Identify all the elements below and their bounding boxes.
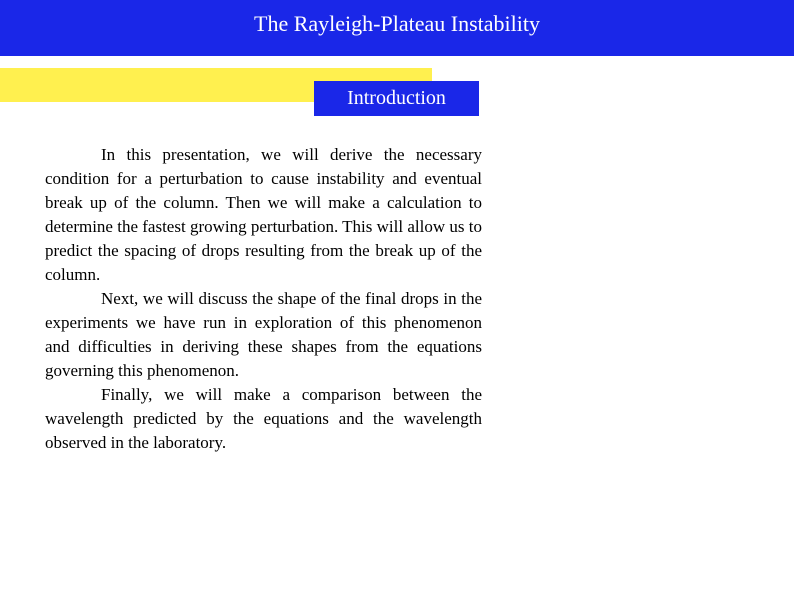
paragraph-drop-shape: Next, we will discuss the shape of the final drops in the experiments we have run in exploration of this phenomenon and difficulties in deriving these shapes from the equations governing this phenomenon. <box>45 289 482 380</box>
section-label-box <box>314 81 479 116</box>
paragraph-intro: In this presentation, we will derive the necessary condition for a perturbation to cause instability and eventual break up of the column. Then we will make a calculation to determine the fastest growing perturbation. This will allow us to predict the spacing of drops resulting from the break up of the column. <box>45 145 482 284</box>
slide-body <box>45 143 482 455</box>
slide-title: The Rayleigh-Plateau Instability <box>254 11 540 36</box>
paragraph-comparison: Finally, we will make a comparison between the wavelength predicted by the equations and the wavelength observed in the laboratory. <box>45 385 482 452</box>
section-label: Introduction <box>347 87 446 109</box>
title-bar <box>0 0 794 56</box>
